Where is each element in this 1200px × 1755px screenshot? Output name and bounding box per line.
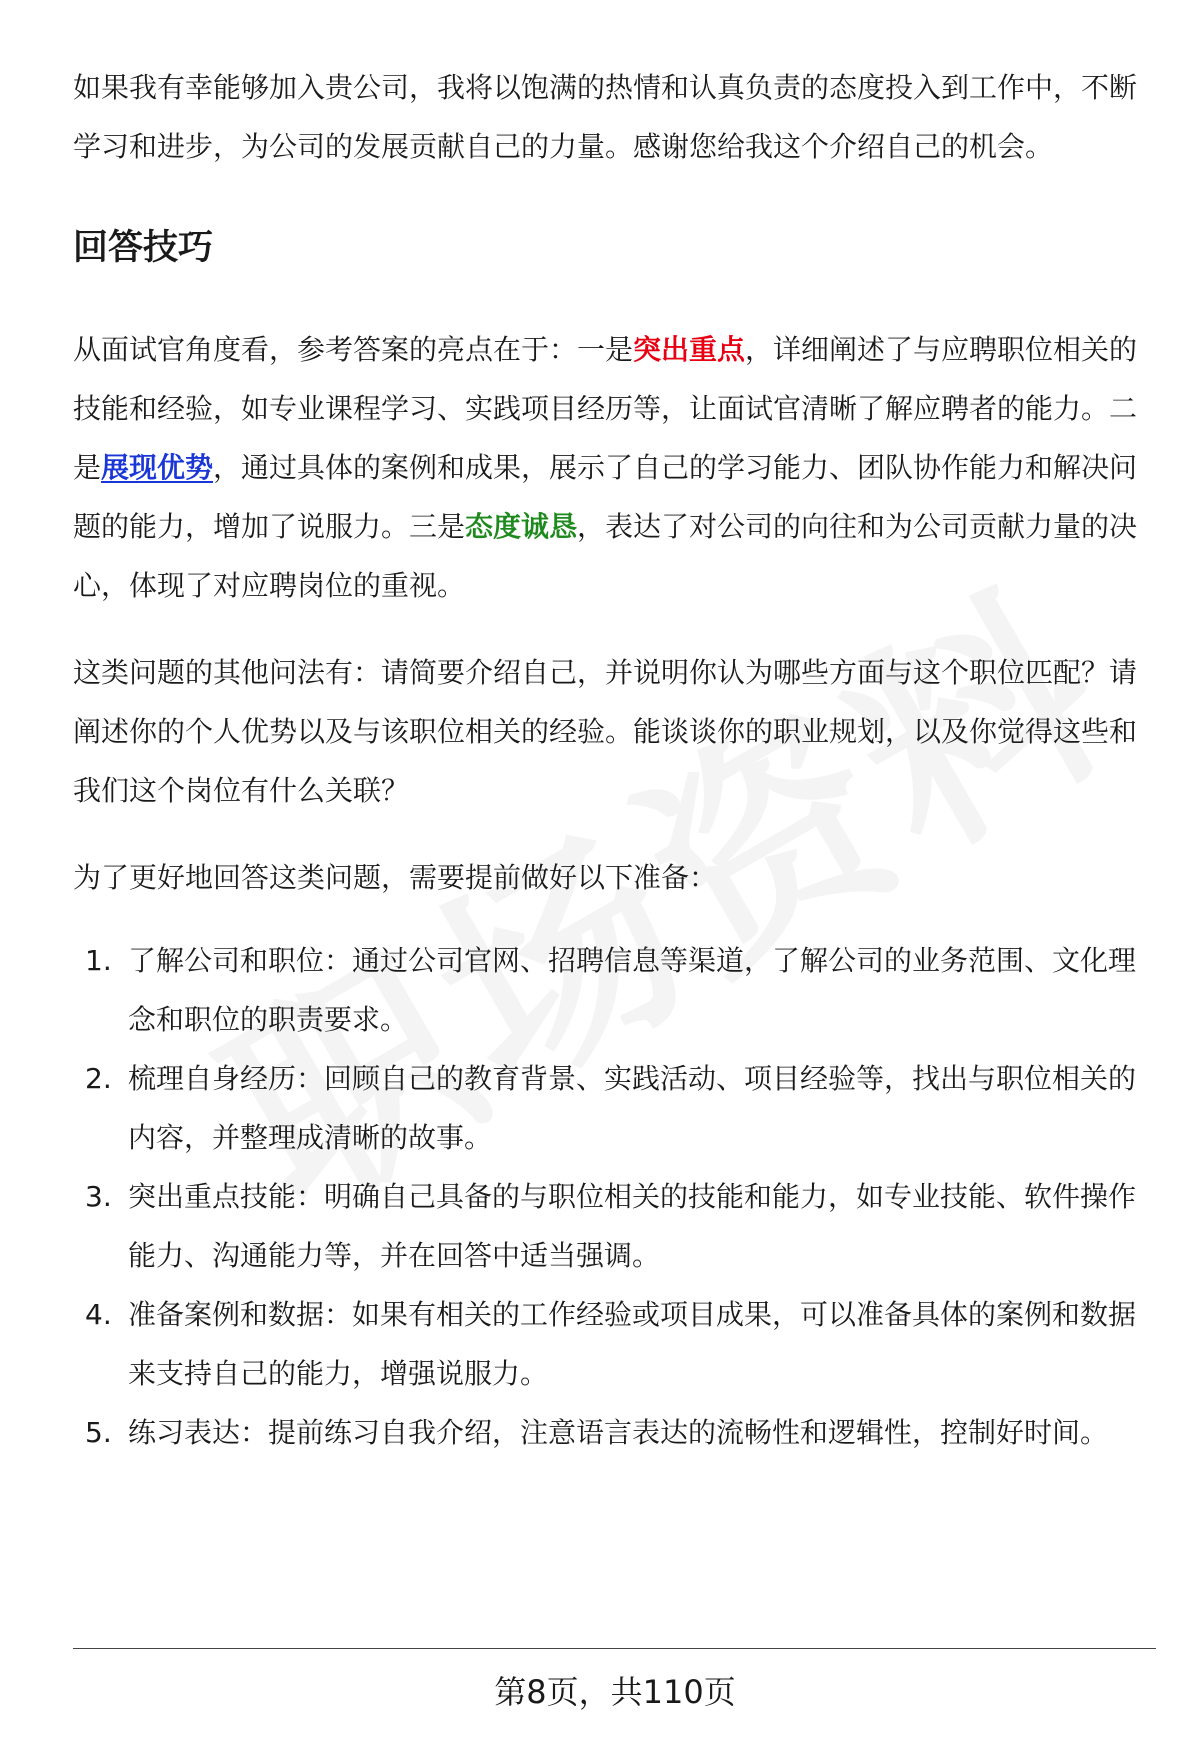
preparation-list <box>73 931 1153 1462</box>
list-item-text: 准备案例和数据：如果有相关的工作经验或项目成果，可以准备具体的案例和数据来支持自己的能力，增强说服力。 <box>128 1298 1137 1390</box>
list-item <box>73 1049 1153 1167</box>
list-item-number: 2. <box>85 1062 112 1095</box>
other-questions-paragraph: 这类问题的其他问法有：请简要介绍自己，并说明你认为哪些方面与这个职位匹配？请阐述你的个人优势以及与该职位相关的经验。能谈谈你的职业规划，以及你觉得这些和我们这个岗位有什么关联？ <box>73 656 1138 807</box>
list-item-text: 练习表达：提前练习自我介绍，注意语言表达的流畅性和逻辑性，控制好时间。 <box>128 1416 1109 1449</box>
list-item-text: 突出重点技能：明确自己具备的与职位相关的技能和能力，如专业技能、软件操作能力、沟通能力等，并在回答中适当强调。 <box>128 1180 1137 1272</box>
list-item-text: 梳理自身经历：回顾自己的教育背景、实践活动、项目经验等，找出与职位相关的内容，并整理成清晰的故事。 <box>128 1062 1137 1154</box>
section-title: 回答技巧 <box>73 228 214 268</box>
answer-text-4: ，表达了对公司的向往和为公司贡献力量的决心，体现了对应聘岗位的重视。 <box>73 510 1138 602</box>
list-item-number: 3. <box>85 1180 112 1213</box>
list-item <box>73 931 1153 1049</box>
list-item <box>73 1403 1153 1462</box>
footer-divider <box>73 1648 1156 1649</box>
list-item-number: 4. <box>85 1298 112 1331</box>
list-item <box>73 1285 1153 1403</box>
intro-paragraph: 如果我有幸能够加入贵公司，我将以饱满的热情和认真负责的态度投入到工作中，不断学习和进步，为公司的发展贡献自己的力量。感谢您给我这个介绍自己的机会。 <box>73 71 1138 163</box>
list-item-number: 5. <box>85 1416 112 1449</box>
page-number: 第8页，共110页 <box>494 1673 736 1711</box>
preparation-intro: 为了更好地回答这类问题，需要提前做好以下准备： <box>73 861 718 894</box>
answer-text-1: 从面试官角度看，参考答案的亮点在于：一是 <box>73 333 634 366</box>
list-item-text: 了解公司和职位：通过公司官网、招聘信息等渠道，了解公司的业务范围、文化理念和职位的职责要求。 <box>128 944 1137 1036</box>
list-item <box>73 1167 1153 1285</box>
list-item-number: 1. <box>85 944 112 977</box>
highlight-attitude: 态度诚恳 <box>465 510 578 543</box>
highlight-key-point: 突出重点 <box>633 333 746 366</box>
page-content <box>73 58 1153 1462</box>
answer-text-3: ，通过具体的案例和成果，展示了自己的学习能力、团队协作能力和解决问题的能力，增加了说服力。三是 <box>73 451 1138 543</box>
answer-text-2: ，详细阐述了与应聘职位相关的技能和经验，如专业课程学习、实践项目经历等，让面试官清晰了解应聘者的能力。二是 <box>73 333 1138 484</box>
highlight-advantage: 展现优势 <box>101 451 214 484</box>
answer-analysis-paragraph <box>73 320 1153 615</box>
